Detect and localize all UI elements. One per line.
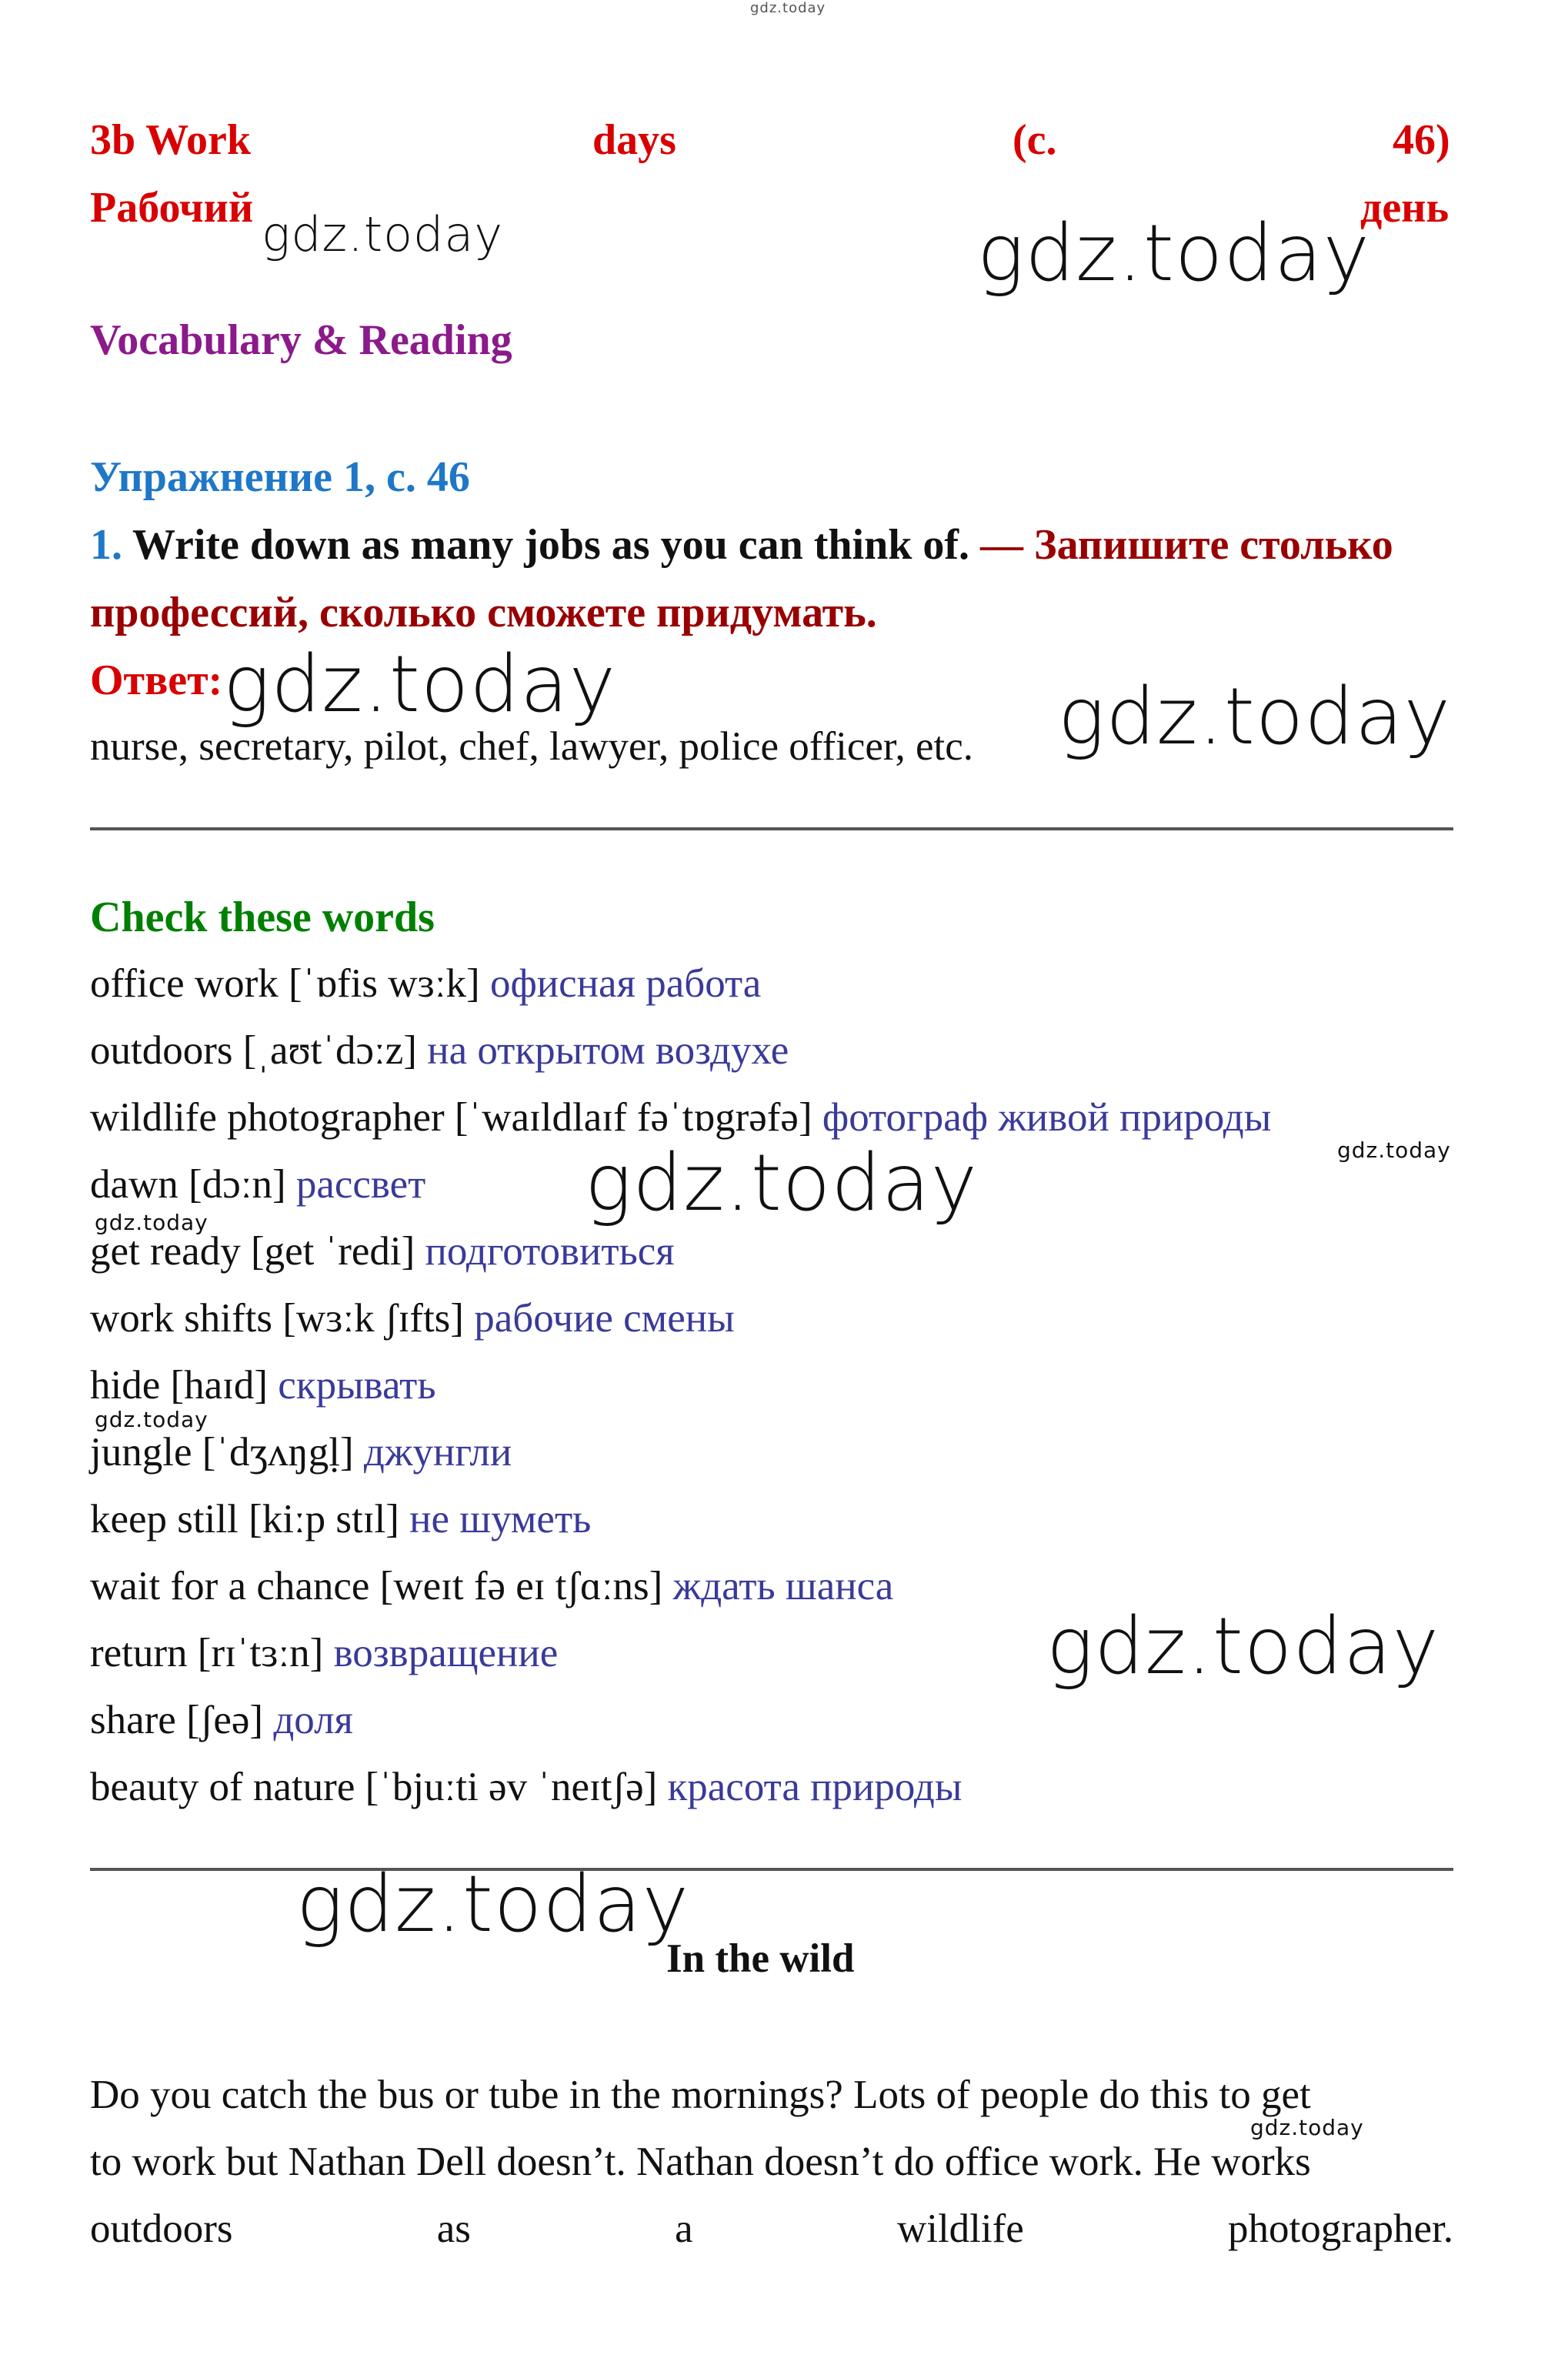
watermark: gdz.today xyxy=(223,639,616,730)
word-term: office work [ˈɒfis wɜːk] xyxy=(90,961,480,1006)
word-term: dawn [dɔːn] xyxy=(90,1162,286,1207)
word-item xyxy=(90,1362,436,1408)
article-word: outdoors xyxy=(90,2206,233,2251)
title-ru-left: Рабочий xyxy=(90,184,254,232)
title-word-4: 46) xyxy=(1393,116,1450,164)
article-line-justified xyxy=(90,2206,1453,2252)
word-translation: рассвет xyxy=(295,1162,426,1207)
word-term: jungle [ˈdʒʌŋgḷ] xyxy=(90,1430,354,1475)
divider xyxy=(90,827,1453,830)
article-title: In the wild xyxy=(666,1936,855,1981)
word-term: get ready [get ˈredi] xyxy=(90,1229,415,1274)
watermark: gdz.today xyxy=(1046,1601,1440,1692)
word-item xyxy=(90,1295,735,1341)
exercise-ru-task-1: — Запишите столько xyxy=(980,521,1393,569)
word-item xyxy=(90,1764,962,1810)
word-item xyxy=(90,1429,512,1475)
answer-text: nurse, secretary, pilot, chef, lawyer, police officer, etc. xyxy=(90,724,973,769)
word-item xyxy=(90,1563,893,1609)
exercise-number: 1. xyxy=(90,521,122,569)
word-term: outdoors [ˌaʊtˈdɔːz] xyxy=(90,1028,417,1073)
word-translation: офисная работа xyxy=(489,961,762,1006)
watermark: gdz.today xyxy=(95,1407,209,1432)
watermark: gdz.today xyxy=(262,206,504,262)
section-title: Vocabulary & Reading xyxy=(90,316,512,364)
word-item xyxy=(90,1496,591,1542)
title-word-1: 3b Work xyxy=(90,116,252,164)
watermark: gdz.today xyxy=(977,208,1370,299)
title-word-2: days xyxy=(592,116,676,164)
article-word: photographer. xyxy=(1228,2206,1453,2251)
watermark: gdz.today xyxy=(585,1137,978,1229)
divider xyxy=(90,1868,1453,1871)
word-item xyxy=(90,1027,789,1074)
watermark: gdz.today xyxy=(296,1859,689,1950)
word-term: work shifts [wɜːk ʃɪfts] xyxy=(90,1296,464,1341)
word-translation: скрывать xyxy=(278,1363,436,1408)
word-translation: джунгли xyxy=(363,1430,512,1475)
word-item xyxy=(90,1630,558,1676)
word-item xyxy=(90,1094,1271,1141)
word-term: share [ʃeə] xyxy=(90,1698,264,1742)
word-translation: фотограф живой природы xyxy=(822,1095,1272,1140)
watermark: gdz.today xyxy=(1250,2115,1364,2140)
article-word: a xyxy=(675,2206,693,2251)
word-term: wildlife photographer [ˈwaɪldlaɪf fəˈtɒgrəfə] xyxy=(90,1095,812,1140)
article-line: Do you catch the bus or tube in the mornings? Lots of people do this to get xyxy=(90,2073,1311,2117)
answer-label: Ответ: xyxy=(90,656,223,704)
word-translation: возвращение xyxy=(333,1631,559,1675)
word-term: return [rɪˈtɜːn] xyxy=(90,1631,324,1675)
word-term: hide [haɪd] xyxy=(90,1363,269,1408)
exercise-ru-task-2: профессий, сколько сможете придумать. xyxy=(90,589,877,636)
word-term: keep still [kiːp stɪl] xyxy=(90,1497,399,1542)
word-translation: не шуметь xyxy=(409,1497,592,1542)
word-translation: красота природы xyxy=(667,1765,962,1809)
exercise-heading: Упражнение 1, с. 46 xyxy=(90,453,470,501)
exercise-task-line1 xyxy=(90,520,1393,570)
word-item xyxy=(90,1697,353,1743)
check-words-heading: Check these words xyxy=(90,894,435,941)
article-line: to work but Nathan Dell doesn’t. Nathan doesn’t do office work. He works xyxy=(90,2140,1311,2184)
word-translation: на открытом воздухе xyxy=(427,1028,789,1073)
watermark-top: gdz.today xyxy=(750,0,826,16)
article-word: wildlife xyxy=(896,2206,1024,2251)
word-item xyxy=(90,1228,675,1274)
title-ru-right: день xyxy=(1360,184,1450,232)
title-word-3: (c. xyxy=(1013,116,1057,164)
watermark: gdz.today xyxy=(1058,671,1451,763)
article-word: as xyxy=(436,2206,471,2251)
word-term: wait for a chance [weɪt fə eɪ tʃɑːns] xyxy=(90,1564,663,1608)
word-translation: доля xyxy=(273,1698,353,1742)
word-item xyxy=(90,960,761,1007)
watermark: gdz.today xyxy=(95,1210,209,1235)
word-translation: рабочие смены xyxy=(474,1296,735,1341)
exercise-en-task: Write down as many jobs as you can think of. xyxy=(132,521,970,569)
word-item xyxy=(90,1161,425,1208)
word-translation: ждать шанса xyxy=(672,1564,894,1608)
watermark: gdz.today xyxy=(1337,1137,1451,1163)
word-term: beauty of nature [ˈbjuːti əv ˈneɪtʃə] xyxy=(90,1765,658,1809)
word-translation: подготовиться xyxy=(425,1229,675,1274)
